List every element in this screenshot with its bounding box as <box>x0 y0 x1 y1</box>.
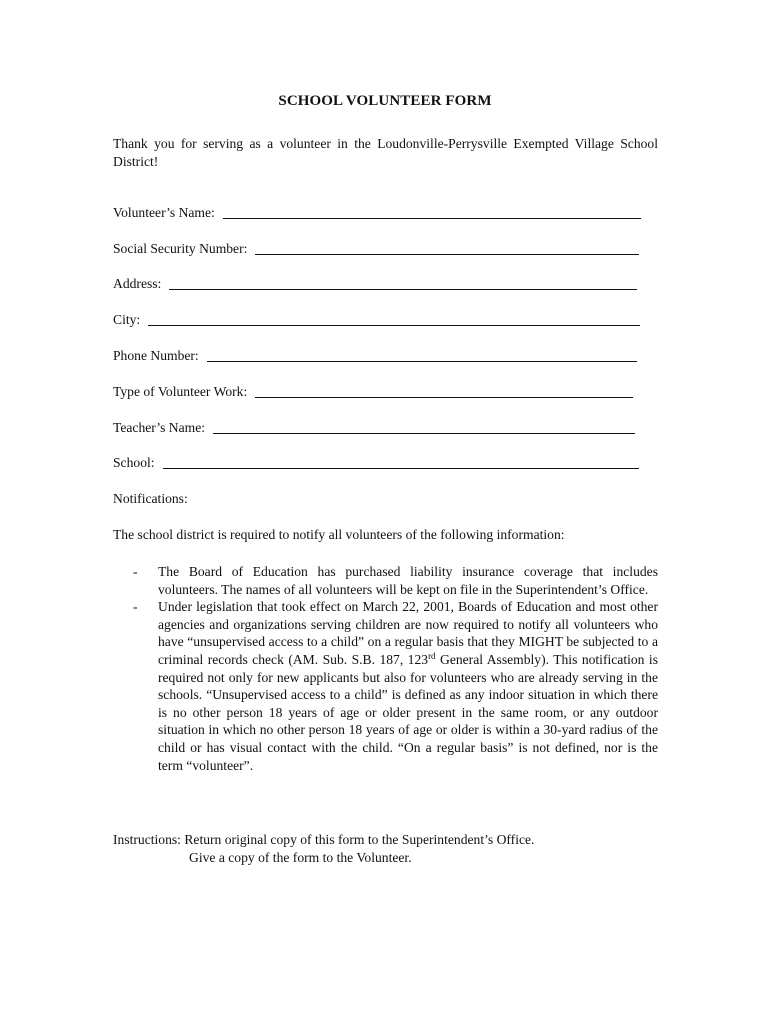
teacher-name-field <box>113 416 635 436</box>
bullet-text-part2: General Assembly). This notification is required not only for new applicants but also for volunteers who are already serving in the schools. “Unsupervised access to a child” is defined as any indoor situation in which there is no other person 18 years of age or older present in the same room, or any outdoor situation in which no other person 18 years of age or older is within a 30-yard radius of the child or has visual contact with the child. “On a regular basis” is not defined, nor is the term “volunteer”. <box>158 651 658 773</box>
bullet-text: The Board of Education has purchased liability insurance coverage that includes volunteers. The names of all volunteers will be kept on file in the Superintendent’s Office. <box>158 564 658 597</box>
school-line[interactable] <box>163 454 639 469</box>
city-label: City: <box>113 312 141 327</box>
bullet-text-part1: Under legislation that took effect on March 22, 2001, Boards of Education and most other agencies and organizations serving children are now required to notify all volunteers who have “unsupervised access to a child” on a regular basis that they MIGHT be subjected to a criminal records check (AM. Sub. S.B. 187, 123 <box>158 599 658 667</box>
instructions <box>113 831 534 867</box>
phone-label: Phone Number: <box>113 348 199 363</box>
ssn-label: Social Security Number: <box>113 241 248 256</box>
phone-field <box>113 344 637 364</box>
notification-list <box>113 563 658 774</box>
volunteer-name-label: Volunteer’s Name: <box>113 205 215 220</box>
school-field <box>113 451 639 471</box>
volunteer-name-line[interactable] <box>223 204 641 219</box>
notify-statement: The school district is required to notify all volunteers of the following information: <box>113 527 565 542</box>
bullet-dash: - <box>133 599 138 615</box>
phone-line[interactable] <box>207 347 637 362</box>
city-line[interactable] <box>148 311 640 326</box>
school-label: School: <box>113 455 155 470</box>
page-title: SCHOOL VOLUNTEER FORM <box>278 93 492 109</box>
volunteer-name-field <box>113 201 641 221</box>
bullet-dash: - <box>133 564 138 579</box>
address-label: Address: <box>113 276 162 291</box>
city-field <box>113 308 640 328</box>
instructions-line-1: Instructions: Return original copy of this form to the Superintendent’s Office. <box>113 832 535 847</box>
work-type-label: Type of Volunteer Work: <box>113 384 248 399</box>
list-item <box>113 598 658 774</box>
ssn-line[interactable] <box>255 240 639 255</box>
ordinal-superscript: rd <box>428 650 436 661</box>
instructions-line-2: Give a copy of the form to the Volunteer. <box>189 850 412 865</box>
teacher-name-line[interactable] <box>213 419 635 434</box>
work-type-line[interactable] <box>255 383 633 398</box>
work-type-field <box>113 380 633 400</box>
list-item <box>113 563 658 598</box>
teacher-name-label: Teacher’s Name: <box>113 420 206 435</box>
address-field <box>113 272 637 292</box>
notifications-heading: Notifications: <box>113 491 188 506</box>
intro-paragraph: Thank you for serving as a volunteer in the Loudonville-Perrysville Exempted Village School District! <box>113 136 658 169</box>
ssn-field <box>113 237 639 257</box>
address-line[interactable] <box>169 275 637 290</box>
